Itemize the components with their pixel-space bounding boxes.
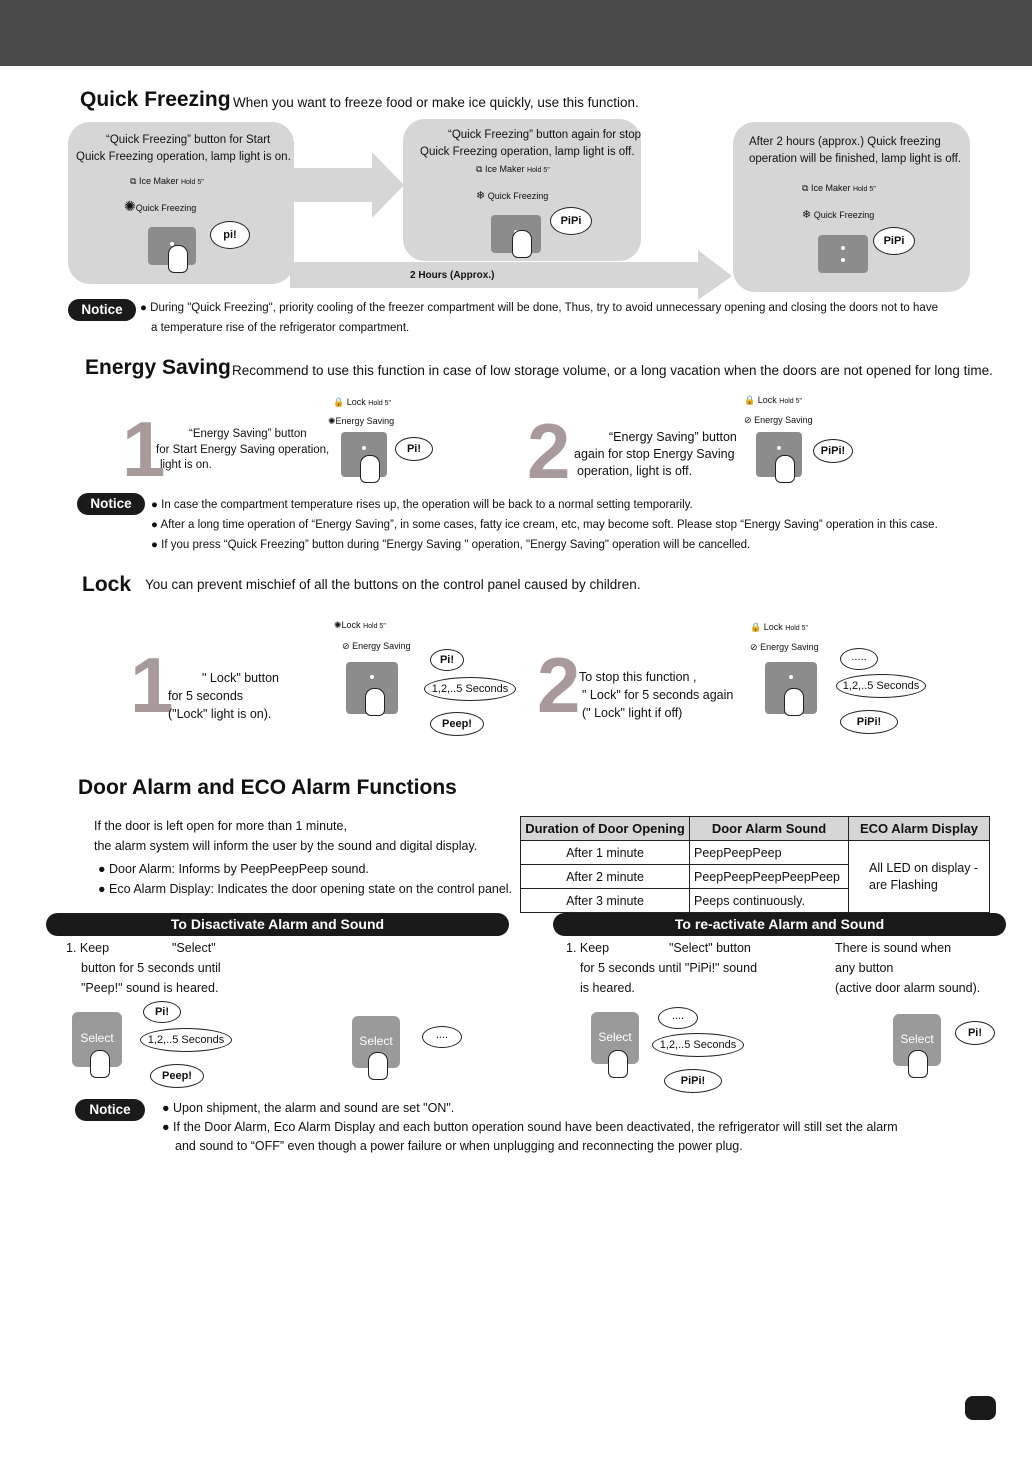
leaf-icon: ✺ (328, 416, 336, 426)
es-step1-energy (328, 416, 394, 427)
es-step2-lock (744, 395, 802, 406)
energy-saving-label: Energy Saving (760, 642, 819, 652)
page-number-badge (965, 1396, 996, 1420)
select-button[interactable]: Select (591, 1012, 639, 1064)
eco-line2: are Flashing (869, 878, 938, 892)
ice-maker-label: Ice Maker (138, 176, 179, 186)
table-cell: PeepPeepPeepPeepPeep (690, 865, 849, 889)
lock-step1-line1: " Lock" button (202, 671, 279, 685)
seconds-bubble: 1,2,..5 Seconds (140, 1028, 232, 1052)
sound-bubble: PiPi (873, 227, 915, 255)
door-alarm-title: Door Alarm and ECO Alarm Functions (78, 776, 457, 799)
da-react-line2: for 5 seconds until "PiPi!" sound (580, 961, 758, 975)
da-intro-line1: If the door is left open for more than 1 minute, (94, 819, 347, 833)
sound-bubble: ..... (840, 648, 878, 670)
reactivate-heading: To re-activate Alarm and Sound (553, 913, 1006, 936)
table-row (521, 841, 990, 865)
es-notice-line1: ● In case the compartment temperature rises up, the operation will be back to a normal setting temporarily. (151, 499, 693, 511)
da-react-line1b: "Select" button (669, 941, 751, 955)
lock-desc: You can prevent mischief of all the buttons on the control panel caused by children. (145, 577, 641, 592)
lock-icon: ✺ (334, 620, 342, 630)
seconds-bubble: 1,2,..5 Seconds (836, 674, 926, 698)
qf-step2-quick-freezing (476, 189, 548, 202)
table-header (521, 817, 990, 841)
lock-label: Lock (346, 397, 366, 407)
lock-icon: 🔒 (750, 622, 762, 632)
ice-maker-label: Ice Maker (810, 183, 851, 193)
hold-label: Hold 5" (785, 625, 808, 632)
hand-icon (775, 455, 795, 483)
select-button[interactable]: Select (352, 1016, 400, 1068)
qf-step2-line2: Quick Freezing operation, lamp light is off. (420, 146, 635, 158)
quick-freezing-label: Quick Freezing (813, 210, 875, 220)
da-react-line3: is heared. (580, 981, 635, 995)
da-react-note3: (active door alarm sound). (835, 981, 981, 995)
qf-step1-quick-freezing (124, 198, 196, 215)
deactivate-heading: To Disactivate Alarm and Sound (46, 913, 509, 936)
da-notice-line2: ● If the Door Alarm, Eco Alarm Display and each button operation sound have been deactivated, the refrigerator will still set the alarm (162, 1120, 898, 1134)
quick-freezing-button[interactable] (818, 235, 868, 273)
da-react-note2: any button (835, 961, 894, 975)
es-step1-lock (333, 397, 391, 408)
da-notice-line3: and sound to “OFF” even though a power failure or when unplugging and reconnecting the power plug. (175, 1139, 743, 1153)
lock-icon: 🔒 (744, 395, 756, 405)
sound-bubble: PiPi (550, 207, 592, 235)
qf-step3-ice-maker (802, 183, 876, 194)
ice-maker-icon: ⧉ (130, 176, 137, 186)
es-step1-line3: light is on. (160, 459, 212, 471)
leaf-icon: ⊘ (750, 642, 758, 652)
lock-step1-line2: for 5 seconds (168, 689, 244, 703)
door-alarm-table (520, 816, 990, 913)
notice-badge: Notice (77, 493, 145, 515)
quick-freezing-title: Quick Freezing (80, 88, 231, 111)
es-step1-line2: for Start Energy Saving operation, (156, 444, 330, 456)
step-number-2: 2 (537, 641, 581, 729)
quick-freezing-desc: When you want to freeze food or make ice quickly, use this function. (233, 95, 639, 110)
step-number-1: 1 (130, 641, 174, 729)
sound-bubble: Pi! (955, 1021, 995, 1045)
sound-bubble: PiPi! (813, 439, 853, 463)
da-deact-line1a: 1. Keep (66, 941, 110, 955)
qf-step3-line1: After 2 hours (approx.) Quick freezing (749, 136, 941, 148)
da-deact-line3: "Peep!" sound is heared. (81, 981, 219, 995)
lock-label: Lock (341, 620, 361, 630)
hand-icon (368, 1052, 388, 1080)
table-cell: PeepPeepPeep (690, 841, 849, 865)
lock-step1-energy (342, 641, 411, 652)
snowflake-icon: ✺ (124, 198, 136, 214)
lock-step2-energy (750, 642, 819, 653)
da-bullet2: ● Eco Alarm Display: Indicates the door opening state on the control panel. (98, 882, 513, 896)
es-step2-line3: operation, light is off. (577, 464, 693, 478)
hand-icon (360, 455, 380, 483)
ice-maker-icon: ⧉ (476, 164, 483, 174)
quick-freezing-label: Quick Freezing (135, 203, 197, 213)
es-step2-line2: again for stop Energy Saving (574, 447, 735, 461)
es-notice-line3: ● If you press “Quick Freezing” button during "Energy Saving " operation, "Energy Saving" operation will be cancelled. (151, 539, 751, 551)
sound-bubble: Pi! (143, 1001, 181, 1023)
table-header-cell: ECO Alarm Display (849, 817, 990, 841)
lock-step2-line3: (" Lock" light if off) (582, 706, 683, 720)
hand-icon (908, 1050, 928, 1078)
step-number-1: 1 (122, 405, 166, 493)
hold-label: Hold 5" (526, 167, 550, 174)
quick-freezing-label: Quick Freezing (487, 191, 549, 201)
lock-step1-line3: ("Lock" light is on). (168, 707, 272, 721)
ice-maker-label: Ice Maker (484, 164, 525, 174)
es-step1-line1: “Energy Saving” button (189, 428, 307, 440)
da-deact-line1b: "Select" (172, 941, 216, 955)
qf-step1-line2: Quick Freezing operation, lamp light is on. (76, 151, 291, 163)
es-step2-line1: “Energy Saving” button (609, 430, 737, 444)
qf-step3-line2: operation will be finished, lamp light is off. (749, 153, 962, 165)
hand-icon (90, 1050, 110, 1078)
sound-bubble: Peep! (150, 1064, 204, 1088)
es-step2-energy (744, 415, 813, 426)
table-cell: After 2 minute (521, 865, 690, 889)
leaf-icon: ⊘ (342, 641, 350, 651)
sound-bubble: .... (658, 1007, 698, 1029)
lock-icon: 🔒 (333, 397, 345, 407)
ice-maker-icon: ⧉ (802, 183, 809, 193)
sound-bubble: Pi! (430, 649, 464, 671)
seconds-bubble: 1,2,..5 Seconds (424, 677, 516, 701)
sound-bubble: PiPi! (664, 1069, 722, 1093)
energy-saving-desc: Recommend to use this function in case of low storage volume, or a long vacation when the doors are not opened for long time. (232, 363, 993, 378)
sound-bubble: pi! (210, 221, 250, 249)
hand-icon (608, 1050, 628, 1078)
hand-icon (784, 688, 804, 716)
da-bullet1: ● Door Alarm: Informs by PeepPeepPeep sound. (98, 862, 369, 876)
energy-saving-label: Energy Saving (754, 415, 813, 425)
da-react-note1: There is sound when (835, 941, 952, 955)
da-react-line1a: 1. Keep (566, 941, 610, 955)
leaf-icon: ⊘ (744, 415, 752, 425)
snowflake-icon: ❄ (476, 190, 486, 202)
lock-step2-lock (750, 622, 808, 633)
hold-label: Hold 5" (363, 623, 386, 630)
snowflake-icon: ❄ (802, 209, 812, 221)
hold-label: Hold 5" (779, 398, 802, 405)
lock-label: Lock (757, 395, 777, 405)
hold-label: Hold 5" (180, 179, 204, 186)
hand-icon (512, 230, 532, 258)
qf-step1-ice-maker (130, 176, 204, 187)
select-button[interactable]: Select (893, 1014, 941, 1066)
qf-step3-quick-freezing (802, 208, 874, 221)
table-header-cell: Duration of Door Opening (521, 817, 690, 841)
seconds-bubble: 1,2,..5 Seconds (652, 1033, 744, 1057)
two-hours-label: 2 Hours (Approx.) (410, 270, 495, 281)
lock-step2-line2: " Lock" for 5 seconds again (582, 688, 734, 702)
hold-label: Hold 5" (852, 186, 876, 193)
table-cell: Peeps continuously. (690, 889, 849, 913)
table-header-cell: Door Alarm Sound (690, 817, 849, 841)
notice-badge: Notice (75, 1099, 145, 1121)
step-number-2: 2 (527, 407, 571, 495)
table-cell: After 3 minute (521, 889, 690, 913)
qf-step2-ice-maker (476, 164, 550, 175)
qf-step2-line1: “Quick Freezing” button again for stop (448, 129, 642, 141)
qf-step1-line1: “Quick Freezing” button for Start (106, 134, 271, 146)
hand-icon (168, 245, 188, 273)
es-notice-line2: ● After a long time operation of “Energy Saving”, in some cases, fatty ice cream, etc, may become soft. Please stop “Energy Saving” operation in this case. (151, 519, 938, 531)
table-cell: After 1 minute (521, 841, 690, 865)
select-button[interactable]: Select (72, 1012, 122, 1067)
sound-bubble: Peep! (430, 712, 484, 736)
hand-icon (365, 688, 385, 716)
sound-bubble: PiPi! (840, 710, 898, 734)
hold-label: Hold 5" (368, 400, 391, 407)
sound-bubble: Pi! (395, 437, 433, 461)
energy-saving-label: Energy Saving (335, 416, 395, 426)
lock-step2-line1: To stop this function , (579, 670, 697, 684)
lock-label: Lock (763, 622, 783, 632)
energy-saving-label: Energy Saving (352, 641, 411, 651)
da-intro-line2: the alarm system will inform the user by the sound and digital display. (94, 839, 478, 853)
notice-badge: Notice (68, 299, 136, 321)
da-deact-line2: button for 5 seconds until (81, 961, 221, 975)
sound-bubble: .... (422, 1026, 462, 1048)
eco-display-cell (849, 841, 990, 913)
da-notice-line1: ● Upon shipment, the alarm and sound are set "ON". (162, 1101, 455, 1115)
qf-notice-line2: a temperature rise of the refrigerator compartment. (151, 322, 410, 334)
lock-step1-lock (334, 620, 386, 631)
energy-saving-title: Energy Saving (85, 356, 231, 379)
lock-title: Lock (82, 573, 132, 596)
qf-notice-line1: ● During "Quick Freezing", priority cooling of the freezer compartment will be done, Thus, try to avoid unnecessary opening and closing the doors not to have (140, 302, 938, 314)
eco-line1: All LED on display - (869, 861, 979, 875)
